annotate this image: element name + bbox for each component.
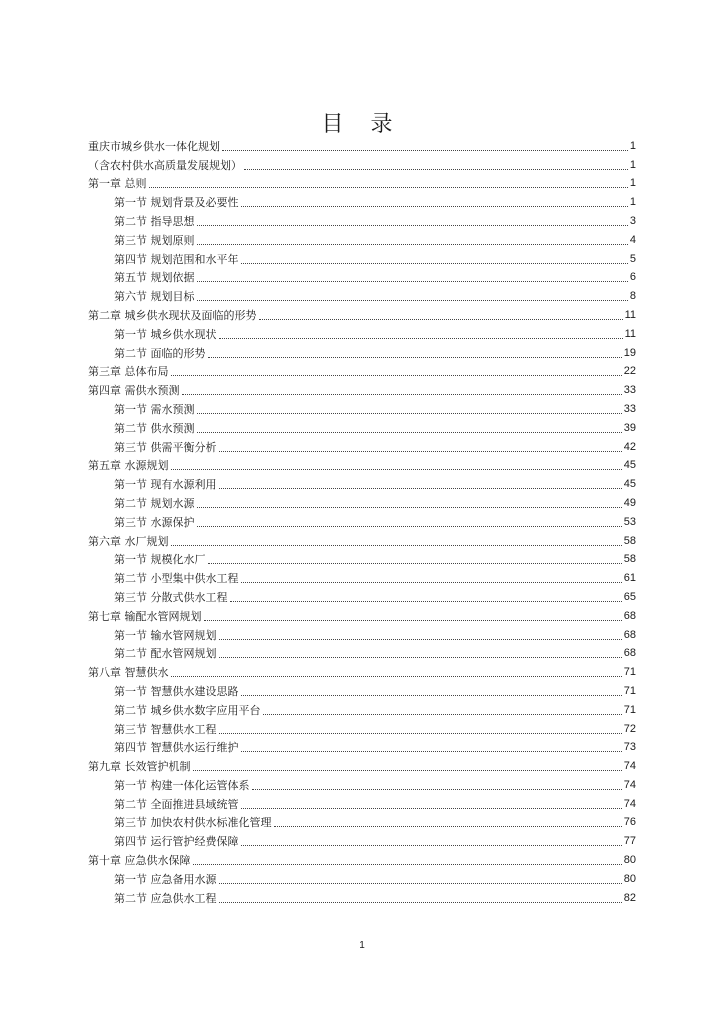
toc-entry-label: 第二节 指导思想 <box>114 214 195 228</box>
dot-leader <box>171 545 622 546</box>
toc-entry-page: 74 <box>623 797 636 810</box>
toc-entry-page: 33 <box>623 402 636 415</box>
toc-section-entry[interactable] <box>88 623 636 642</box>
toc-entry-page: 11 <box>624 327 636 340</box>
toc-entry-page: 1 <box>629 139 636 152</box>
toc-entry-page: 68 <box>623 647 636 660</box>
dot-leader <box>219 488 622 489</box>
toc-entry-label: 第四节 运行管护经费保障 <box>114 835 239 849</box>
toc-entry-page: 82 <box>623 891 636 904</box>
toc-entry-page: 58 <box>623 553 636 566</box>
toc-entry-page: 76 <box>623 816 636 829</box>
table-of-contents <box>88 134 636 905</box>
toc-entry-label: 第三节 分散式供水工程 <box>114 590 228 604</box>
toc-entry-label: 第三节 加快农村供水标准化管理 <box>114 816 272 830</box>
toc-section-entry[interactable] <box>88 585 636 604</box>
toc-entry-page: 53 <box>623 515 636 528</box>
dot-leader <box>197 432 622 433</box>
toc-entry-label: 第三章 总体布局 <box>88 365 169 379</box>
toc-entry-page: 49 <box>623 496 636 509</box>
toc-chapter-entry[interactable] <box>88 660 636 679</box>
toc-entry-label: 第四章 需供水预测 <box>88 384 180 398</box>
toc-section-entry[interactable] <box>88 548 636 567</box>
toc-entry-page: 73 <box>623 741 636 754</box>
toc-title: 目 录 <box>321 111 403 137</box>
toc-entry-page: 42 <box>623 440 636 453</box>
toc-entry-label: 第一节 应急备用水源 <box>114 872 217 886</box>
toc-entry-label: 第二节 城乡供水数字应用平台 <box>114 703 261 717</box>
toc-section-entry[interactable] <box>88 642 636 661</box>
dot-leader <box>197 507 622 508</box>
toc-entry-page: 1 <box>629 158 636 171</box>
toc-section-entry[interactable] <box>88 773 636 792</box>
toc-entry-page: 77 <box>623 835 636 848</box>
dot-leader <box>274 826 622 827</box>
toc-entry-page: 1 <box>629 177 636 190</box>
toc-section-entry[interactable] <box>88 811 636 830</box>
toc-entry-page: 19 <box>623 346 636 359</box>
dot-leader <box>197 281 628 282</box>
toc-entry-label: 第四节 规划范围和水平年 <box>114 252 239 266</box>
toc-section-entry[interactable] <box>88 829 636 848</box>
toc-entry-page: 72 <box>623 722 636 735</box>
toc-entry-label: 第十章 应急供水保障 <box>88 854 191 868</box>
dot-leader <box>219 733 622 734</box>
toc-entry-label: 第一节 规划背景及必要性 <box>114 196 239 210</box>
toc-section-entry[interactable] <box>88 867 636 886</box>
dot-leader <box>193 864 622 865</box>
dot-leader <box>241 845 622 846</box>
dot-leader <box>204 620 622 621</box>
dot-leader <box>230 601 622 602</box>
toc-entry-page: 33 <box>623 384 636 397</box>
dot-leader <box>197 413 622 414</box>
toc-chapter-entry[interactable] <box>88 378 636 397</box>
toc-section-entry[interactable] <box>88 472 636 491</box>
toc-section-entry[interactable] <box>88 886 636 905</box>
toc-entry-label: 第六节 规划目标 <box>114 290 195 304</box>
dot-leader <box>171 676 622 677</box>
toc-chapter-entry[interactable] <box>88 360 636 379</box>
toc-section-entry[interactable] <box>88 209 636 228</box>
toc-section-entry[interactable] <box>88 792 636 811</box>
dot-leader <box>149 187 628 188</box>
toc-entry-label: 第五章 水源规划 <box>88 459 169 473</box>
toc-section-entry[interactable] <box>88 510 636 529</box>
toc-entry-page: 45 <box>623 478 636 491</box>
dot-leader <box>219 451 622 452</box>
toc-entry-label: 第八章 智慧供水 <box>88 666 169 680</box>
toc-section-entry[interactable] <box>88 736 636 755</box>
dot-leader <box>241 695 622 696</box>
dot-leader <box>252 789 622 790</box>
toc-entry-page: 11 <box>624 308 636 321</box>
dot-leader <box>219 902 622 903</box>
toc-entry-page: 39 <box>623 421 636 434</box>
toc-entry-page: 3 <box>629 214 636 227</box>
toc-section-entry[interactable] <box>88 190 636 209</box>
dot-leader <box>197 225 628 226</box>
toc-chapter-entry[interactable] <box>88 303 636 322</box>
toc-entry-page: 74 <box>623 778 636 791</box>
toc-entry-page: 68 <box>623 628 636 641</box>
dot-leader <box>244 169 628 170</box>
toc-entry-label: 第一节 规模化水厂 <box>114 553 206 567</box>
toc-section-entry[interactable] <box>88 698 636 717</box>
toc-chapter-entry[interactable] <box>88 529 636 548</box>
toc-entry-page: 68 <box>623 609 636 622</box>
toc-section-entry[interactable] <box>88 566 636 585</box>
toc-entry-label: 第九章 长效管护机制 <box>88 760 191 774</box>
dot-leader <box>241 808 622 809</box>
dot-leader <box>219 639 622 640</box>
toc-chapter-entry[interactable] <box>88 134 636 153</box>
dot-leader <box>197 244 628 245</box>
toc-entry-label: 第二节 应急供水工程 <box>114 891 217 905</box>
toc-entry-label: 第七章 输配水管网规划 <box>88 609 202 623</box>
dot-leader <box>219 657 622 658</box>
toc-entry-page: 58 <box>623 534 636 547</box>
toc-section-entry[interactable] <box>88 341 636 360</box>
toc-entry-page: 74 <box>623 760 636 773</box>
toc-section-entry[interactable] <box>88 435 636 454</box>
toc-section-entry[interactable] <box>88 247 636 266</box>
toc-entry-page: 65 <box>623 590 636 603</box>
toc-entry-page: 71 <box>623 703 636 716</box>
dot-leader <box>193 770 622 771</box>
dot-leader <box>241 582 622 583</box>
dot-leader <box>197 526 622 527</box>
toc-section-entry[interactable] <box>88 284 636 303</box>
toc-chapter-entry[interactable] <box>88 604 636 623</box>
toc-section-entry[interactable] <box>88 266 636 285</box>
toc-entry-label: 第一节 构建一体化运管体系 <box>114 778 250 792</box>
toc-entry-label: 第二章 城乡供水现状及面临的形势 <box>88 308 257 322</box>
dot-leader <box>241 263 628 264</box>
toc-entry-page: 5 <box>629 252 636 265</box>
dot-leader <box>197 300 628 301</box>
toc-entry-label: 第一节 城乡供水现状 <box>114 327 217 341</box>
toc-entry-page: 71 <box>623 666 636 679</box>
toc-entry-label: 第一节 智慧供水建设思路 <box>114 684 239 698</box>
page-number: 1 <box>359 940 365 951</box>
dot-leader <box>182 394 622 395</box>
toc-entry-label: 第二节 供水预测 <box>114 421 195 435</box>
toc-entry-label: （含农村供水高质量发展规划） <box>88 158 242 172</box>
toc-entry-page: 80 <box>623 854 636 867</box>
toc-entry-label: 第二节 小型集中供水工程 <box>114 572 239 586</box>
toc-entry-label: 第一节 需水预测 <box>114 402 195 416</box>
toc-entry-page: 4 <box>629 233 636 246</box>
dot-leader <box>241 751 622 752</box>
toc-entry-page: 61 <box>623 572 636 585</box>
dot-leader <box>208 563 622 564</box>
toc-entry-label: 第一节 现有水源利用 <box>114 478 217 492</box>
toc-entry-label: 第六章 水厂规划 <box>88 534 169 548</box>
toc-entry-page: 1 <box>629 196 636 209</box>
toc-entry-label: 第五节 规划依据 <box>114 271 195 285</box>
toc-entry-page: 71 <box>623 684 636 697</box>
toc-entry-label: 第三节 规划原则 <box>114 233 195 247</box>
toc-chapter-entry[interactable] <box>88 153 636 172</box>
toc-entry-page: 6 <box>629 271 636 284</box>
dot-leader <box>219 883 622 884</box>
toc-entry-label: 重庆市城乡供水一体化规划 <box>88 139 220 153</box>
dot-leader <box>171 469 622 470</box>
toc-chapter-entry[interactable] <box>88 754 636 773</box>
toc-entry-label: 第一节 输水管网规划 <box>114 628 217 642</box>
dot-leader <box>222 150 628 151</box>
toc-entry-label: 第二节 全面推进县域统管 <box>114 797 239 811</box>
toc-section-entry[interactable] <box>88 228 636 247</box>
dot-leader <box>263 714 622 715</box>
toc-section-entry[interactable] <box>88 679 636 698</box>
toc-section-entry[interactable] <box>88 717 636 736</box>
toc-entry-label: 第二节 规划水源 <box>114 496 195 510</box>
dot-leader <box>259 319 623 320</box>
toc-entry-page: 8 <box>629 290 636 303</box>
toc-section-entry[interactable] <box>88 416 636 435</box>
dot-leader <box>219 338 623 339</box>
toc-entry-label: 第二节 配水管网规划 <box>114 647 217 661</box>
toc-section-entry[interactable] <box>88 491 636 510</box>
toc-entry-page: 80 <box>623 872 636 885</box>
toc-entry-label: 第二节 面临的形势 <box>114 346 206 360</box>
toc-entry-label: 第四节 智慧供水运行维护 <box>114 741 239 755</box>
toc-entry-label: 第三节 水源保护 <box>114 515 195 529</box>
toc-section-entry[interactable] <box>88 322 636 341</box>
toc-entry-label: 第三节 智慧供水工程 <box>114 722 217 736</box>
toc-section-entry[interactable] <box>88 397 636 416</box>
dot-leader <box>208 357 622 358</box>
toc-entry-label: 第一章 总则 <box>88 177 147 191</box>
dot-leader <box>171 375 622 376</box>
toc-entry-page: 22 <box>623 365 636 378</box>
toc-chapter-entry[interactable] <box>88 848 636 867</box>
toc-chapter-entry[interactable] <box>88 454 636 473</box>
toc-entry-label: 第三节 供需平衡分析 <box>114 440 217 454</box>
toc-entry-page: 45 <box>623 459 636 472</box>
toc-chapter-entry[interactable] <box>88 172 636 191</box>
dot-leader <box>241 206 628 207</box>
